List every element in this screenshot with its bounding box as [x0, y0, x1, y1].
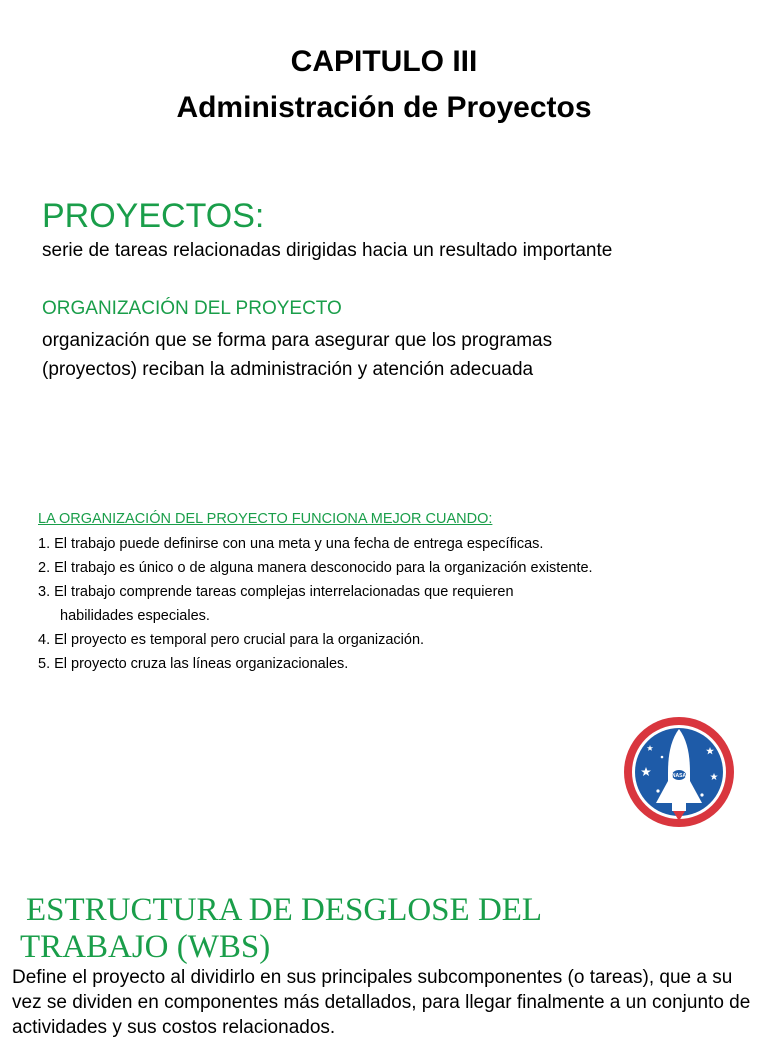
proyectos-heading: PROYECTOS: [42, 197, 265, 235]
funciona-heading: LA ORGANIZACIÓN DEL PROYECTO FUNCIONA MEJOR CUANDO: [38, 511, 493, 527]
list-item: 5. El proyecto cruza las líneas organizacionales. [38, 656, 349, 672]
proyectos-definition: serie de tareas relacionadas dirigidas hacia un resultado importante [42, 240, 613, 261]
list-item: 1. El trabajo puede definirse con una meta y una fecha de entrega específicas. [38, 536, 544, 552]
organizacion-heading: ORGANIZACIÓN DEL PROYECTO [42, 298, 342, 319]
nasa-shuttle-patch-icon [622, 715, 736, 829]
star-dot [661, 756, 664, 759]
list-item: 4. El proyecto es temporal pero crucial para la organización. [38, 632, 425, 648]
nasa-label: NASA [671, 773, 687, 779]
chapter-subtitle: Administración de Proyectos [176, 91, 592, 124]
star-dot [700, 793, 703, 796]
funciona-list [38, 532, 593, 676]
star-dot [656, 789, 659, 792]
list-item: 3. El trabajo comprende tareas complejas interrelacionadas que requieren [38, 584, 514, 600]
wbs-heading-line: TRABAJO (WBS) [20, 929, 271, 965]
organizacion-definition-line: organización que se forma para asegurar que los programas [42, 330, 553, 351]
list-item: habilidades especiales. [60, 608, 210, 624]
list-item: 2. El trabajo es único o de alguna manera desconocido para la organización existente. [38, 560, 593, 576]
chapter-title: CAPITULO III [290, 45, 478, 78]
organizacion-definition [42, 326, 552, 384]
nasa-shuttle-patch-svg [622, 715, 736, 829]
wbs-heading [20, 892, 542, 966]
wbs-definition: Define el proyecto al dividirlo en sus principales subcomponentes (o tareas), que a su vez se dividen en componentes más detallados, para llegar finalmente a un conjunto de actividades y sus costos relacionados. [12, 967, 751, 1038]
organizacion-definition-line: (proyectos) reciban la administración y atención adecuada [42, 359, 534, 380]
wbs-heading-line: ESTRUCTURA DE DESGLOSE DEL [26, 892, 543, 928]
